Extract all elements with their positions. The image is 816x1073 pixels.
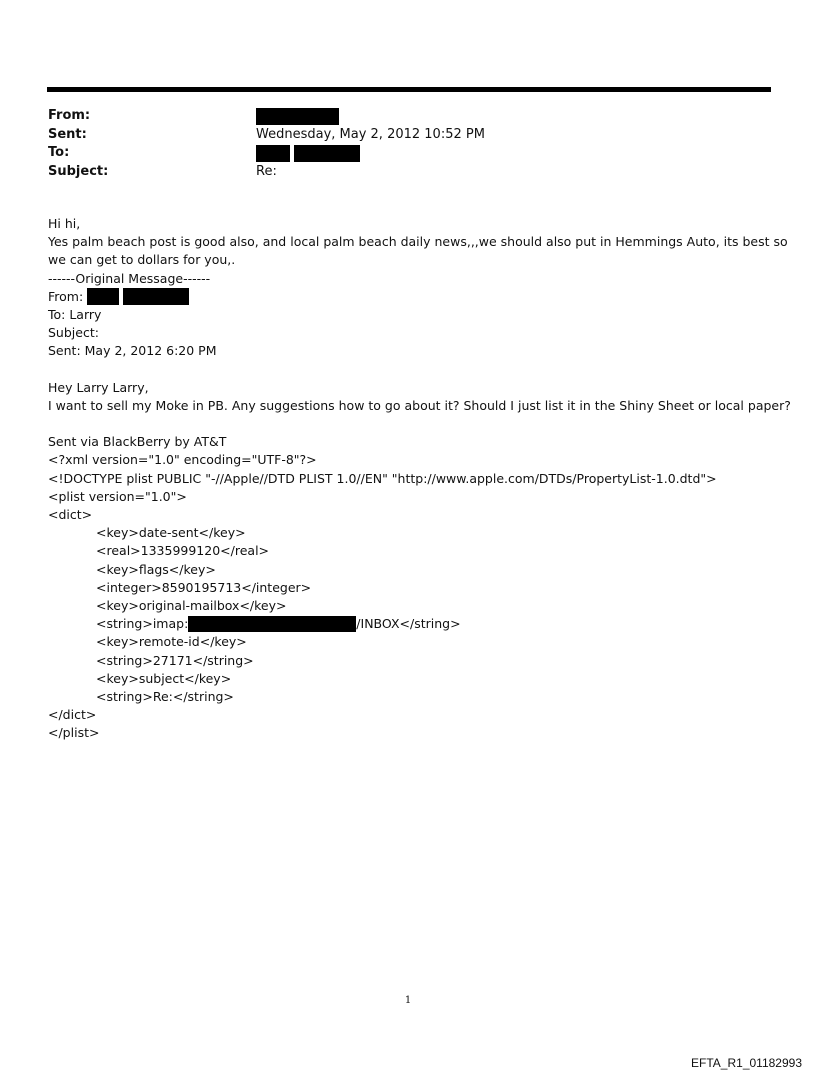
redaction-box bbox=[256, 145, 290, 162]
dict-open-tag: <dict> bbox=[48, 507, 93, 523]
plist-line: <key>date-sent</key> bbox=[96, 525, 246, 541]
plist-imap-line bbox=[48, 615, 788, 633]
plist-line: <real>1335999120</real> bbox=[96, 543, 270, 559]
sent-value: Wednesday, May 2, 2012 10:52 PM bbox=[256, 126, 485, 142]
plist-line: <string>27171</string> bbox=[96, 652, 254, 668]
plist-line: <integer>8590195713</integer> bbox=[96, 579, 312, 595]
email-body bbox=[48, 215, 791, 742]
original-subject: Subject: bbox=[48, 325, 99, 341]
document-id: EFTA_R1_01182993 bbox=[691, 1056, 802, 1070]
plist-line: <key>subject</key> bbox=[96, 670, 232, 686]
reply-text: Yes palm beach post is good also, and local palm beach daily news,,,we should also put in Hemmings Auto, its best so we can get to dollars for you,. bbox=[48, 234, 788, 268]
redaction-box bbox=[256, 108, 339, 125]
original-from-label: From: bbox=[48, 288, 84, 304]
imap-prefix: <string>imap: bbox=[96, 616, 189, 632]
redaction-box bbox=[188, 616, 356, 632]
to-label: To: bbox=[48, 145, 70, 160]
dict-close-tag: </dict> bbox=[48, 707, 97, 723]
to-row bbox=[48, 144, 485, 163]
original-from-row bbox=[48, 288, 788, 306]
plist-line: <key>flags</key> bbox=[96, 561, 216, 577]
subject-row bbox=[48, 163, 485, 182]
redaction-box bbox=[123, 288, 189, 305]
page-number: 1 bbox=[404, 995, 412, 1006]
greeting: Hi hi, bbox=[48, 216, 81, 231]
original-text: I want to sell my Moke in PB. Any suggestions how to go about it? Should I just list it in the Shiny Sheet or local paper? bbox=[48, 397, 791, 413]
header-rule bbox=[47, 87, 771, 92]
original-to: To: Larry bbox=[48, 306, 102, 322]
plist-close-tag: </plist> bbox=[48, 725, 100, 741]
plist-line: <key>remote-id</key> bbox=[96, 634, 247, 650]
plist-xml-declaration: <?xml version="1.0" encoding="UTF-8"?> bbox=[48, 452, 317, 468]
original-sent: Sent: May 2, 2012 6:20 PM bbox=[48, 343, 217, 359]
sent-label: Sent: bbox=[48, 126, 87, 142]
plist-open-tag: <plist version="1.0"> bbox=[48, 488, 187, 504]
subject-value: Re: bbox=[256, 163, 277, 179]
signature: Sent via BlackBerry by AT&T bbox=[48, 434, 227, 450]
plist-line: <key>original-mailbox</key> bbox=[96, 597, 287, 613]
original-message-marker: ------Original Message------ bbox=[48, 270, 211, 286]
from-label: From: bbox=[48, 108, 91, 123]
original-greeting: Hey Larry Larry, bbox=[48, 379, 149, 395]
plist-doctype: <!DOCTYPE plist PUBLIC "-//Apple//DTD PLIST 1.0//EN" "http://www.apple.com/DTDs/PropertyList-1.0.dtd"> bbox=[48, 470, 717, 486]
plist-line: <string>Re:</string> bbox=[96, 688, 234, 704]
redaction-box bbox=[87, 288, 119, 305]
sent-row bbox=[48, 126, 485, 145]
subject-label: Subject: bbox=[48, 163, 109, 179]
email-header bbox=[48, 107, 485, 181]
redaction-box bbox=[294, 145, 360, 162]
imap-suffix: /INBOX</string> bbox=[356, 616, 461, 632]
from-row bbox=[48, 107, 485, 126]
